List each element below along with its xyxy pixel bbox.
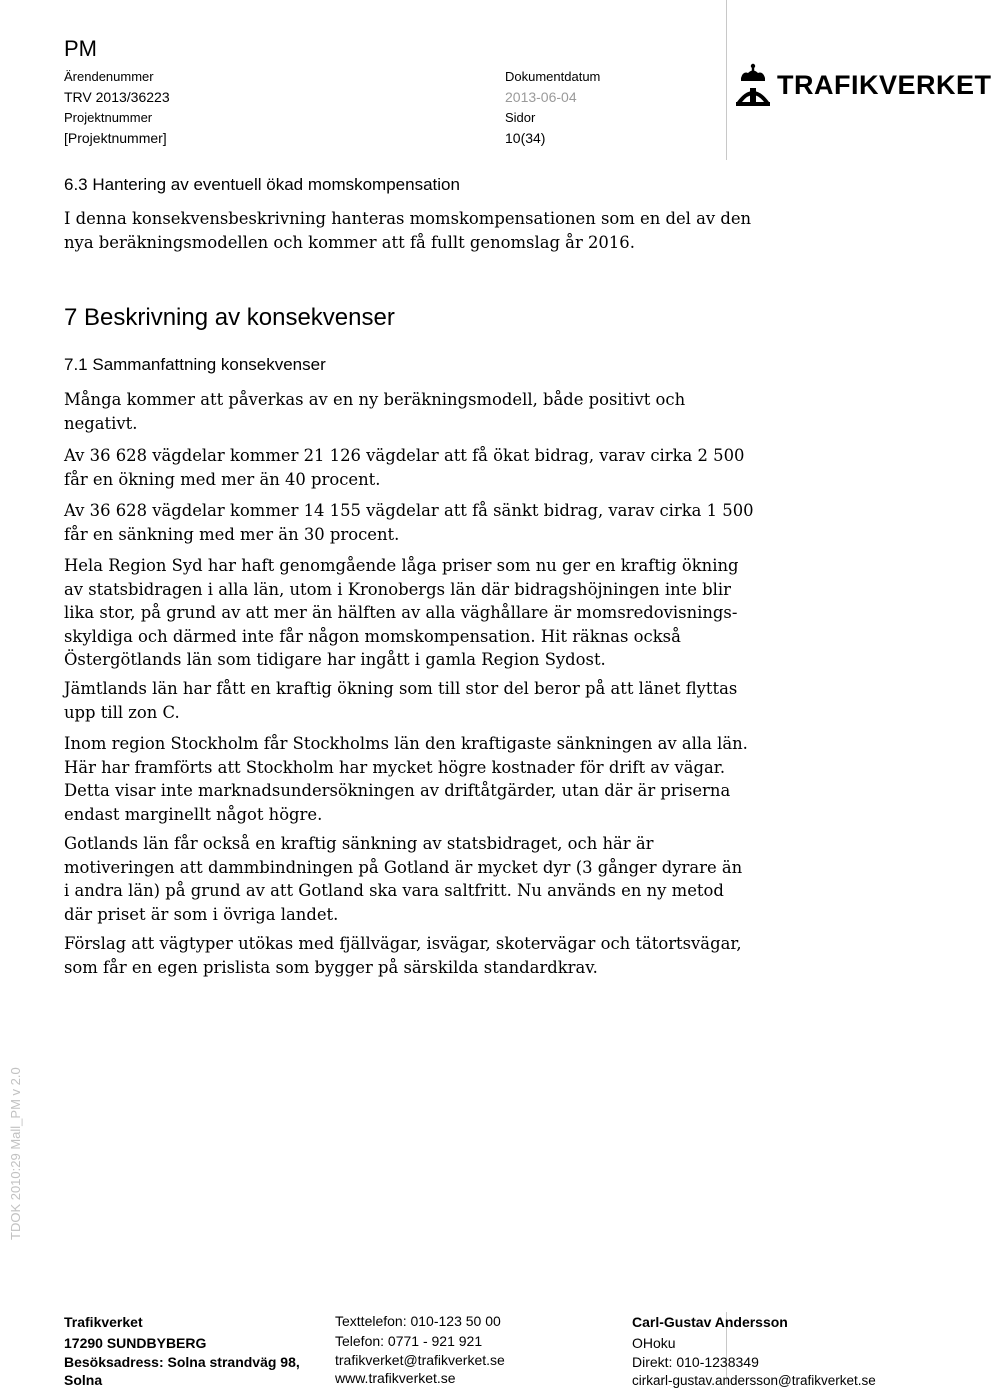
dokumentdatum-value: 2013-06-04 (505, 89, 577, 105)
contact-email[interactable]: cirkarl-gustav.andersson@trafikverket.se (632, 1373, 876, 1388)
projektnummer-label: Projektnummer (64, 110, 153, 125)
paragraph-5: Jämtlands län har fått en kraftig ökning som till stor del beror på att länet flyttas upp till zon C. (64, 679, 738, 722)
paragraph-6: Inom region Stockholm får Stockholms län den kraftigaste sänkningen av alla län. Här har framförts att Stockholm har mycket högre kostnader för drift av vägar. Detta visar inte marknadsundersökningen av driftåtgärder, utan där är priserna endast marginellt något högre. (64, 734, 748, 824)
paragraph-7: Gotlands län får också en kraftig sänkning av statsbidraget, och här är motiveringen att dammbindningen på Gotland är mycket dyr (3 gånger dyrare än i andra län) på grund av att Gotland ska vara saltfritt. Nu används en ny metod där priset är som i övriga landet. (64, 834, 743, 924)
template-side-note: TDOK 2010:29 Mall_PM v 2.0 (8, 1067, 23, 1240)
paragraph-8: Förslag att vägtyper utökas med fjällvägar, isvägar, skotervägar och tätortsvägar, som får en egen prislista som bygger på särskilda standardkrav. (64, 934, 742, 977)
dokumentdatum-label: Dokumentdatum (505, 69, 601, 84)
trafikverket-logo (733, 62, 992, 112)
paragraph-2: Av 36 628 vägdelar kommer 21 126 vägdelar att få ökat bidrag, varav cirka 2 500 får en ökning med mer än 40 procent. (64, 446, 745, 489)
paragraph-3: Av 36 628 vägdelar kommer 14 155 vägdelar att få sänkt bidrag, varav cirka 1 500 får en sänkning med mer än 30 procent. (64, 501, 754, 544)
header-divider (726, 0, 727, 160)
footer-org: Trafikverket (64, 1314, 143, 1330)
footer-visit-city: Solna (64, 1372, 103, 1388)
paragraph-4: Hela Region Syd har haft genomgående låga priser som nu ger en kraftig ökning av statsbidragen i alla län, utom i Kronobergs län där bidragshöjningen inte blir lika stor, på grund av att mer än hälften av alla väghållare är momsredovisnings- skyldiga och därmed inte får någon momskompensation. Hit räknas också Östergötlands län som tidigare har ingått i gamla Region Sydost. (64, 556, 739, 669)
contact-unit: OHoku (632, 1335, 676, 1351)
arendenummer-value: TRV 2013/36223 (64, 89, 170, 105)
sidor-value: 10(34) (505, 130, 546, 146)
contact-direct-phone: Direkt: 010-1238349 (632, 1354, 759, 1370)
paragraph-1: Många kommer att påverkas av en ny beräkningsmodell, både positivt och negativt. (64, 390, 686, 433)
document-type: PM (64, 36, 97, 61)
section-7-1-heading: 7.1 Sammanfattning konsekvenser (64, 355, 326, 374)
logo-wordmark: TRAFIKVERKET (777, 70, 992, 100)
footer-telefon: Telefon: 0771 - 921 921 (335, 1333, 483, 1349)
section-6-3-heading: 6.3 Hantering av eventuell ökad momskompensation (64, 175, 460, 194)
contact-name: Carl-Gustav Andersson (632, 1314, 788, 1330)
crown-emblem-icon (733, 62, 773, 112)
footer-website[interactable]: www.trafikverket.se (335, 1370, 456, 1386)
footer-email[interactable]: trafikverket@trafikverket.se (335, 1352, 505, 1368)
projektnummer-value: [Projektnummer] (64, 130, 167, 146)
arendenummer-label: Ärendenummer (64, 69, 154, 84)
footer-texttelefon: Texttelefon: 010-123 50 00 (335, 1313, 501, 1329)
footer-postal: 17290 SUNDBYBERG (64, 1335, 207, 1351)
footer-visit-address: Besöksadress: Solna strandväg 98, (64, 1354, 300, 1370)
section-7-heading: 7 Beskrivning av konsekvenser (64, 304, 395, 331)
section-6-3-text: I denna konsekvensbeskrivning hanteras momskompensationen som en del av den nya beräkningsmodellen och kommer att få fullt genomslag år 2016. (64, 209, 752, 252)
sidor-label: Sidor (505, 110, 536, 125)
